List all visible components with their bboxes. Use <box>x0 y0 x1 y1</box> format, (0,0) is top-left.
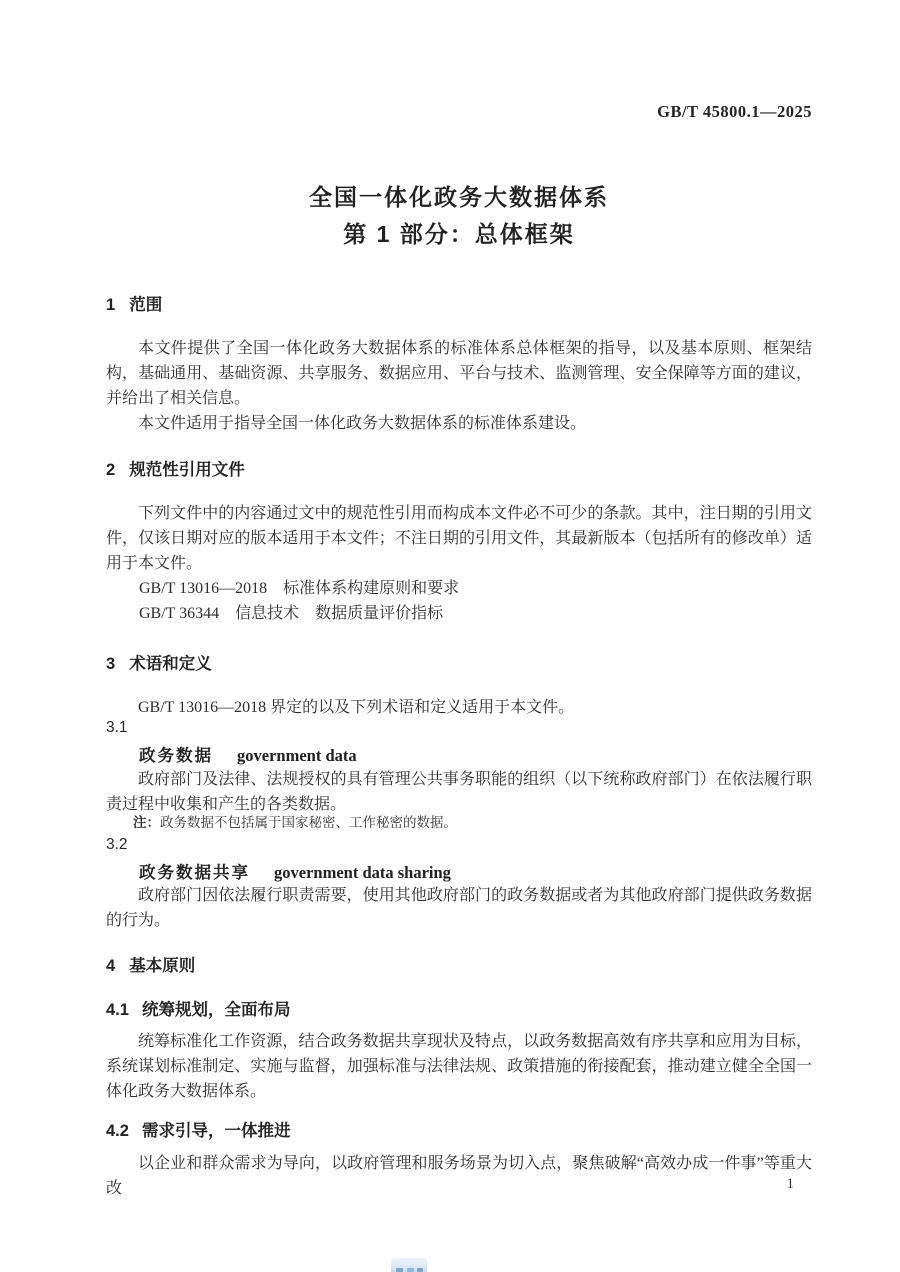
term-1-note-text: 政务数据不包括属于国家秘密、工作秘密的数据。 <box>160 815 457 830</box>
clause-scope-title: 范围 <box>129 296 163 314</box>
clause-scope-number: 1 <box>106 296 116 314</box>
term-1-note-label: 注： <box>133 815 160 830</box>
clause-terms-number: 3 <box>106 655 116 673</box>
subclause-41-title: 统筹规划，全面布局 <box>141 1001 291 1019</box>
subclause-42-number: 4.2 <box>106 1122 129 1140</box>
clause-principles-heading <box>106 952 812 976</box>
clause-normrefs-heading <box>106 456 812 480</box>
clause-normrefs-title: 规范性引用文件 <box>129 461 245 479</box>
scope-paragraph-1: 本文件提供了全国一体化政务大数据体系的标准体系总体框架的指导，以及基本原则、框架结构，基础通用、基础资源、共享服务、数据应用、平台与技术、监测管理、安全保障等方面的建议，并给出了相关信息。 <box>106 340 812 407</box>
term-1-number: 3.1 <box>106 719 128 736</box>
page-number: 1 <box>786 1176 794 1192</box>
subclause-42-heading <box>106 1117 812 1141</box>
normative-ref-item-1: GB/T 13016—2018 标准体系构建原则和要求 <box>139 580 460 597</box>
floating-widget-glyph <box>407 1268 414 1272</box>
doc-title-line2: 第 1 部分：总体框架 <box>343 221 575 247</box>
term-2-en: government data sharing <box>274 863 451 882</box>
subclause-42-title: 需求引导，一体推进 <box>141 1122 291 1140</box>
term-1-note <box>106 813 812 833</box>
term-2-definition: 政府部门因依法履行职责需要，使用其他政府部门的政务数据或者为其他政府部门提供政务数据的行为。 <box>106 887 812 929</box>
clause-terms-heading <box>106 650 812 674</box>
terms-intro: GB/T 13016—2018 界定的以及下列术语和定义适用于本文件。 <box>138 699 575 716</box>
term-1-zh: 政务数据 <box>139 747 213 765</box>
floating-widget-glyph <box>417 1268 423 1272</box>
term-1-en: government data <box>237 746 357 765</box>
clause-scope-heading <box>106 291 812 315</box>
clause-principles-number: 4 <box>106 957 116 975</box>
subclause-41-paragraph: 统筹标准化工作资源，结合政务数据共享现状及特点，以政务数据高效有序共享和应用为目标，系统谋划标准制定、实施与监督，加强标准与法律法规、政策措施的衔接配套，推动建立健全全国一体化政务大数据体系。 <box>106 1033 812 1100</box>
term-2-zh: 政务数据共享 <box>139 864 250 882</box>
doc-title-line1: 全国一体化政务大数据体系 <box>309 184 609 210</box>
subclause-41-number: 4.1 <box>106 1001 129 1019</box>
normrefs-paragraph: 下列文件中的内容通过文中的规范性引用而构成本文件必不可少的条款。其中，注日期的引用文件，仅该日期对应的版本适用于本文件；不注日期的引用文件，其最新版本（包括所有的修改单）适用于本文件。 <box>106 505 812 572</box>
clause-terms-title: 术语和定义 <box>129 655 212 673</box>
term-1-definition: 政府部门及法律、法规授权的具有管理公共事务职能的组织（以下统称政府部门）在依法履行职责过程中收集和产生的各类数据。 <box>106 771 812 813</box>
floating-widget[interactable] <box>391 1258 427 1272</box>
doc-number: GB/T 45800.1—2025 <box>657 102 812 121</box>
subclause-41-heading <box>106 996 812 1020</box>
term-2-number: 3.2 <box>106 836 128 853</box>
floating-widget-glyph <box>396 1268 403 1272</box>
term-1-entry <box>106 742 812 766</box>
subclause-42-paragraph: 以企业和群众需求为导向，以政府管理和服务场景为切入点，聚焦破解“高效办成一件事”等重大改 <box>106 1155 812 1197</box>
clause-principles-title: 基本原则 <box>129 957 196 975</box>
clause-normrefs-number: 2 <box>106 461 116 479</box>
doc-title <box>106 179 812 253</box>
scope-paragraph-2: 本文件适用于指导全国一体化政务大数据体系的标准体系建设。 <box>138 415 587 432</box>
term-2-entry <box>106 859 812 883</box>
normative-ref-item-2: GB/T 36344 信息技术 数据质量评价指标 <box>139 605 444 622</box>
